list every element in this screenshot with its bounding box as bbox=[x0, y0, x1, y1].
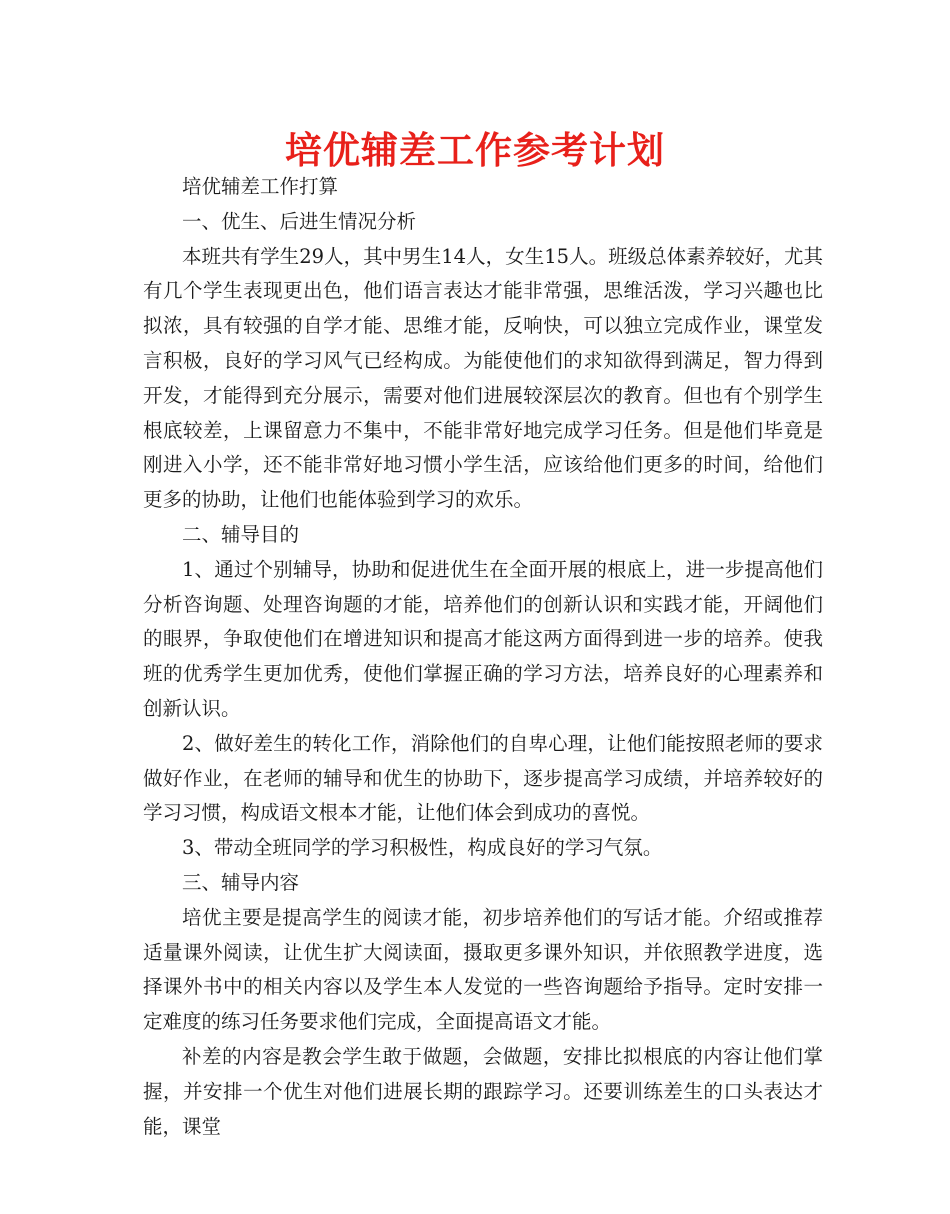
paragraph-goal-1: 1、通过个别辅导，协助和促进优生在全面开展的根底上，进一步提高他们分析咨询题、处理咨询题的才能，培养他们的创新认识和实践才能，开阔他们的眼界，争取使他们在增进知识和提高才能这两方面得到进一步的培养。使我班的优秀学生更加优秀，使他们掌握正确的学习方法，培养良好的心理素养和创新认识。 bbox=[143, 557, 823, 720]
paragraph-goal-2: 2、做好差生的转化工作，消除他们的自卑心理，让他们能按照老师的要求做好作业，在老师的辅导和优生的协助下，逐步提高学习成绩，并培养较好的学习习惯，构成语文根本才能，让他们体会到成功的喜悦。 bbox=[143, 731, 823, 825]
paragraph-content-remedial: 补差的内容是教会学生敢于做题，会做题，安排比拟根底的内容让他们掌握，并安排一个优生对他们进展长期的跟踪学习。还要训练差生的口头表达才能，课堂 bbox=[143, 1044, 823, 1138]
paragraph-analysis: 本班共有学生29人，其中男生14人，女生15人。班级总体素养较好，尤其有几个学生表现更出色，他们语言表达才能非常强，思维活泼，学习兴趣也比拟浓，具有较强的自学才能、思维才能，反响快，可以独立完成作业，课堂发言积极，良好的学习风气已经构成。为能使他们的求知欲得到满足，智力得到开发，才能得到充分展示，需要对他们进展较深层次的教育。但也有个别学生根底较差，上课留意力不集中，不能非常好地完成学习任务。但是他们毕竟是刚进入小学，还不能非常好地习惯小学生活，应该给他们更多的时间，给他们更多的协助，让他们也能体验到学习的欢乐。 bbox=[143, 244, 823, 512]
paragraph-content-advanced: 培优主要是提高学生的阅读才能，初步培养他们的写话才能。介绍或推荐适量课外阅读，让优生扩大阅读面，摄取更多课外知识，并依照教学进度，选择课外书中的相关内容以及学生本人发觉的一些咨询题给予指导。定时安排一定难度的练习任务要求他们完成，全面提高语文才能。 bbox=[143, 905, 823, 1034]
section-heading-analysis: 一、优生、后进生情况分析 bbox=[182, 209, 417, 233]
document-title: 培优辅差工作参考计划 bbox=[285, 129, 665, 172]
document-body bbox=[143, 170, 823, 1144]
heading-plan: 培优辅差工作打算 bbox=[182, 175, 339, 198]
paragraph-goal-3: 3、带动全班同学的学习积极性，构成良好的学习气氛。 bbox=[182, 836, 663, 860]
section-heading-goals: 二、辅导目的 bbox=[182, 522, 300, 546]
section-heading-content: 三、辅导内容 bbox=[182, 870, 300, 894]
